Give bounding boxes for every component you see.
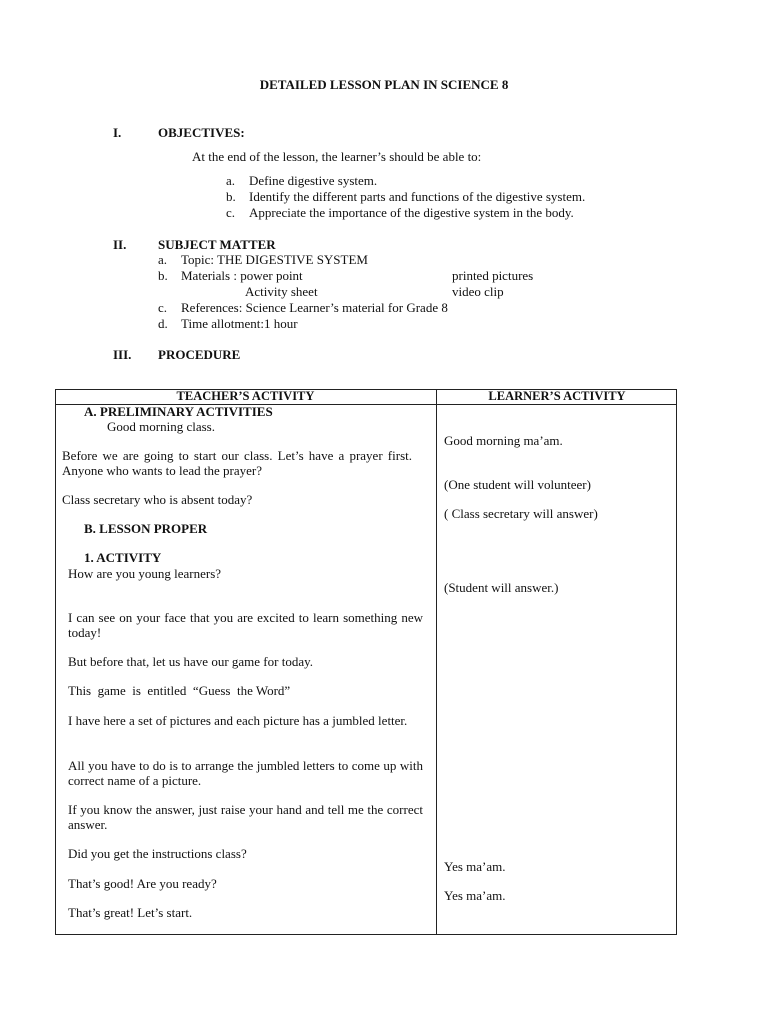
materials-letter: b. [158,268,168,283]
objective-a: Define digestive system. [249,173,378,188]
learner-yes-2: Yes ma’am. [444,888,506,903]
preliminary-heading: A. PRELIMINARY ACTIVITIES [84,404,273,419]
materials-activity-sheet: Activity sheet [245,284,318,299]
teacher-activity-header: TEACHER’S ACTIVITY [176,389,315,403]
objectives-number: I. [113,125,122,140]
learner-secretary: ( Class secretary will answer) [444,506,598,521]
teacher-prayer: Before we are going to start our class. Let’s have a prayer first. Anyone who wants to lead the prayer? [62,448,412,478]
materials-video-clip: video clip [452,284,504,299]
teacher-pictures: I have here a set of pictures and each picture has a jumbled letter. [68,713,408,728]
time-allotment: Time allotment:1 hour [181,316,298,331]
teacher-instructions: Did you get the instructions class? [68,846,247,861]
procedure-heading: PROCEDURE [158,347,241,362]
procedure-number: III. [113,347,132,362]
page-title: DETAILED LESSON PLAN IN SCIENCE 8 [259,77,509,92]
teacher-excited: I can see on your face that you are excited to learn something new today! [68,610,423,640]
objective-letter-b: b. [226,189,236,204]
learner-greeting: Good morning ma’am. [444,433,563,448]
time-letter: d. [158,316,168,331]
learner-answer: (Student will answer.) [444,580,559,595]
teacher-start: That’s great! Let’s start. [68,905,193,920]
learner-yes-1: Yes ma’am. [444,859,506,874]
learner-activity-header: LEARNER’S ACTIVITY [488,389,626,403]
objectives-heading: OBJECTIVES: [158,125,245,140]
subject-heading: SUBJECT MATTER [158,237,276,252]
materials: Materials : power point [181,268,303,283]
topic: Topic: THE DIGESTIVE SYSTEM [181,252,368,267]
references-letter: c. [158,300,168,315]
objective-letter-a: a. [226,173,236,188]
teacher-game: But before that, let us have our game for today. [68,654,313,669]
learner-volunteer: (One student will volunteer) [444,477,591,492]
activity-heading: 1. ACTIVITY [84,550,162,565]
teacher-absent: Class secretary who is absent today? [62,492,253,507]
objective-letter-c: c. [226,205,236,220]
materials-pictures: printed pictures [452,268,534,283]
teacher-raise-hand: If you know the answer, just raise your hand and tell me the correct answer. [68,802,423,832]
topic-letter: a. [158,252,168,267]
table-column-divider [436,389,437,935]
subject-number: II. [113,237,127,252]
teacher-entitled: This game is entitled “Guess the Word” [68,683,291,698]
references: References: Science Learner’s material for Grade 8 [181,300,448,315]
objective-c: Appreciate the importance of the digestive system in the body. [249,205,574,220]
objectives-intro: At the end of the lesson, the learner’s should be able to: [192,149,482,164]
objective-b: Identify the different parts and functions of the digestive system. [249,189,586,204]
teacher-arrange: All you have to do is to arrange the jumbled letters to come up with correct name of a picture. [68,758,423,788]
teacher-ready: That’s good! Are you ready? [68,876,217,891]
lesson-proper-heading: B. LESSON PROPER [84,521,208,536]
teacher-how-are-you: How are you young learners? [68,566,222,581]
teacher-greeting: Good morning class. [107,419,215,434]
